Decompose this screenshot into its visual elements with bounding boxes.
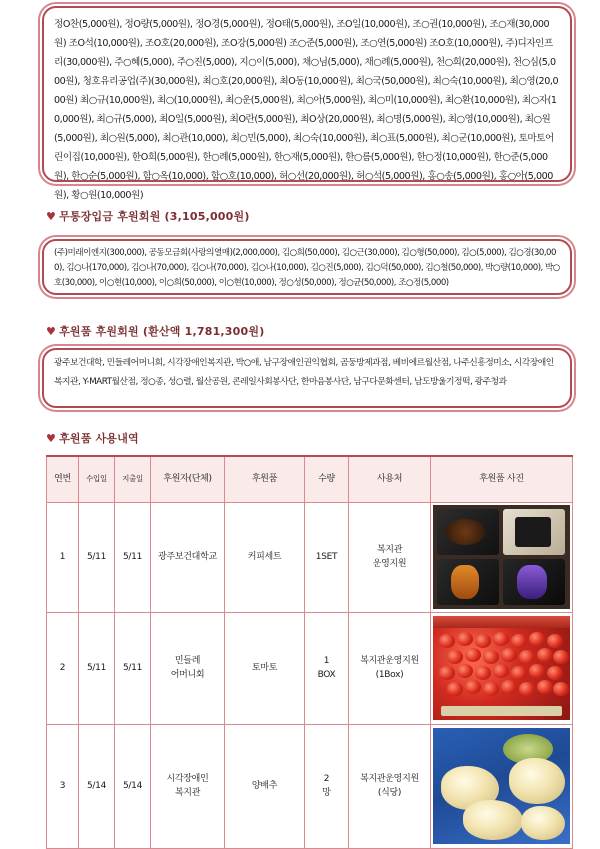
cell-in-date: 5/14 [79, 724, 115, 848]
cell-item: 양배추 [225, 724, 305, 848]
header-in-date: 수입일 [79, 456, 115, 502]
cell-in-date: 5/11 [79, 612, 115, 724]
monthly-donors-heading [46, 208, 250, 224]
heart-icon: ♥ [46, 210, 57, 223]
cell-qty: 2 망 [305, 724, 349, 848]
cell-out-date: 5/11 [115, 502, 151, 612]
cell-no: 1 [47, 502, 79, 612]
monthly-donors-text: (주)미래이엔지(300,000), 공동모금회(사랑의열매)(2,000,000), 김○희(50,000), 김○근(30,000), 김○형(50,000), 김○(5,000), 김○경(30,000), 김○나(170,000), 김○나(70,000), 김○나(70,000), 김○나(10,000), 김○진(5,000), 김○덕(50,000), 김○철(50,000), 박○량(10,000), 박○호(30,000), 이○현(10,000), 이○희(50,000), 이○현(10,000), 정○성(50,000), 정○균(50,000), 조○정(5,000) [54, 248, 560, 288]
header-qty: 수량 [305, 456, 349, 502]
cell-out-date: 5/14 [115, 724, 151, 848]
header-photo: 후원품 사진 [431, 456, 573, 502]
cell-no: 2 [47, 612, 79, 724]
header-item: 후원품 [225, 456, 305, 502]
cell-item: 커피세트 [225, 502, 305, 612]
table-row [47, 502, 573, 612]
cell-donor: 광주보건대학교 [151, 502, 225, 612]
header-out-date: 지출일 [115, 456, 151, 502]
table-row [47, 724, 573, 848]
goods-donors-heading [46, 323, 264, 339]
monthly-donors-title: 무통장입금 후원회원 (3,105,000원) [59, 210, 250, 223]
usage-table-header-row [47, 456, 573, 502]
cell-in-date: 5/11 [79, 502, 115, 612]
cell-photo [431, 502, 573, 612]
monthly-donors-box [42, 239, 572, 295]
cell-donor: 민들레 어머니회 [151, 612, 225, 724]
heart-icon: ♥ [46, 325, 57, 338]
heart-icon: ♥ [46, 432, 57, 445]
cabbage-bag-photo [433, 728, 570, 844]
cell-out-date: 5/11 [115, 612, 151, 724]
goods-donors-title: 후원품 후원회원 (환산액 1,781,300원) [59, 325, 265, 338]
goods-donors-box [42, 348, 572, 408]
cell-item: 토마토 [225, 612, 305, 724]
cell-qty: 1SET [305, 502, 349, 612]
goods-donors-text: 광주보건대학, 민들레어머니회, 시각장애인복지관, 박○애, 남구장애인권익협회, 곰둥방제과점, 베비에르월산점, 나주신흥정미소, 시각장애인복지관, Y-MART월산점, 정○종, 성○렬, 월산공원, 콘레일사회봉사단, 한마음봉사단, 남구다문화센터, 남도방울기정떡, 광주청과 [54, 358, 554, 387]
donor-list-box [42, 6, 572, 201]
header-use: 사용처 [349, 456, 431, 502]
cell-use: 복지관 운영지원 [349, 502, 431, 612]
cell-use: 복지관운영지원 (식당) [349, 724, 431, 848]
cell-donor: 시각장애인 복지관 [151, 724, 225, 848]
header-no: 연번 [47, 456, 79, 502]
donor-list-text: 정O찬(5,000원), 정O량(5,000원), 정O경(5,000원), 정O태(5,000원), 조O일(10,000원), 조○권(10,000원), 조○재(30,000원) 조O석(10,000원), 조O호(20,000원), 조O강(5,000원) 조○준(5,000원), 조○연(5,000원) 조O호(10,000원), 주)디자인프리(30,000원), 주○혜(5,000), 주○진(5,000), 지○이(5,000), 채○님(5,000), 채○례(5,000원), 천○희(20,000원), 천○심(5,000원), 청호유리공업(주)(30,000원), 최○호(20,000원), 최O동(10,000원), 최○국(50,000원), 최○숙(10,000원), 최○영(20,000원) 최○규(10,000원), 최○(10,000원), 최○운(5,000원), 최○아(5,000원), 최○미(10,000원), 최○환(10,000원), 최○자(10,000원), 최○규(5,000), 최O일(5,000원), 최O란(5,000원), 최O상(20,000원), 최○명(5,000원), 최○영(10,000원), 최○원(5,000원), 최○원(5,000), 최○관(10,000), 최○민(5,000), 최○숙(10,000원), 최○표(5,000원), 최○군(10,000원), 토마토어린이집(10,000원), 한O희(5,000원), 한○례(5,000원), 한○재(5,000원), 한○름(5,000원), 한○정(10,000원), 한○준(5,000원), 한○순(5,000원), 함○옥(10,000), 함○호(10,000), 허○선(20,000원), 허○석(5,000원), 홍○송(5,000원), 홍○아(5,000원), 황○원(10,000원) [54, 19, 559, 201]
usage-title: 후원품 사용내역 [59, 432, 139, 445]
cell-use: 복지관운영지원 (1Box) [349, 612, 431, 724]
tomato-box-photo [433, 616, 570, 720]
cell-photo [431, 612, 573, 724]
usage-table [46, 455, 573, 849]
header-donor: 후원자(단체) [151, 456, 225, 502]
cell-photo [431, 724, 573, 848]
table-row [47, 612, 573, 724]
cell-no: 3 [47, 724, 79, 848]
coffee-gift-set-photo [433, 505, 570, 609]
usage-heading [46, 430, 139, 446]
cell-qty: 1 BOX [305, 612, 349, 724]
